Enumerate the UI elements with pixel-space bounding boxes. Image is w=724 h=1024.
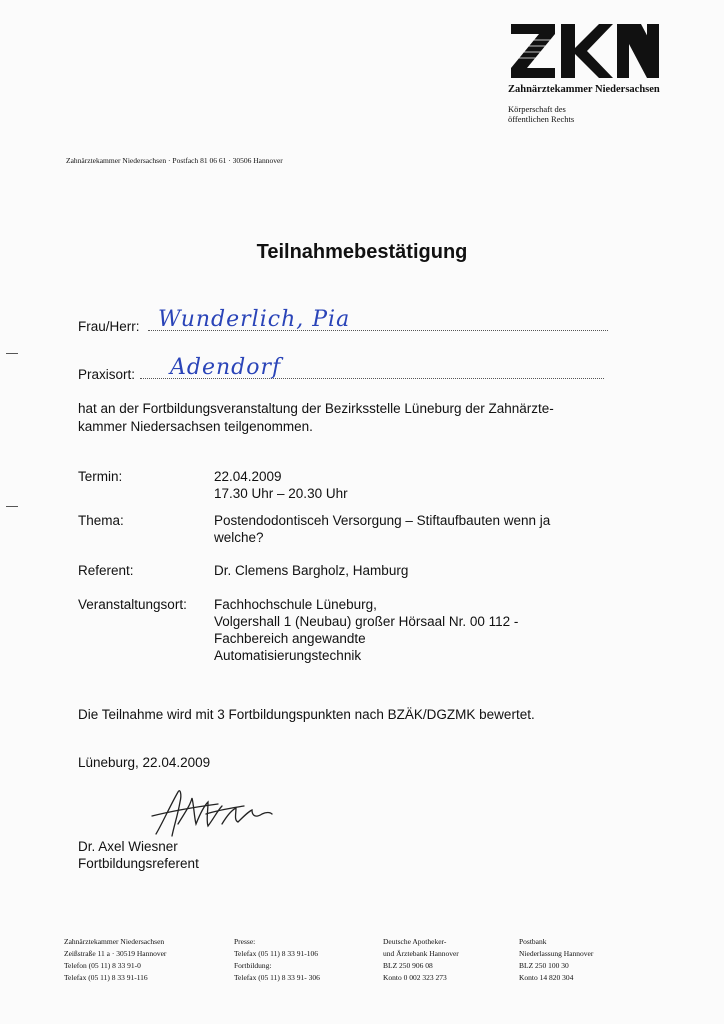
footer-address (64, 936, 166, 984)
termin-value (214, 468, 594, 502)
signature-image (148, 784, 278, 844)
org-name: Zahnärztekammer Niedersachsen (508, 84, 660, 95)
footer-postbank-line: BLZ 250 100 30 (519, 961, 569, 970)
practice-field (78, 355, 608, 382)
intro-paragraph (78, 400, 638, 436)
footer-bank-line: und Ärztebank Hannover (383, 949, 459, 958)
name-field (78, 307, 608, 334)
signatory-name: Dr. Axel Wiesner (78, 839, 178, 854)
signatory-role: Fortbildungsreferent (78, 856, 199, 871)
footer-address-line: Telefon (05 11) 8 33 91-0 (64, 961, 141, 970)
name-handwritten: Wunderlich, Pia (158, 307, 351, 332)
footer-postbank-line: Postbank (519, 937, 547, 946)
footer-press (234, 936, 320, 984)
thema-line-2: welche? (214, 530, 264, 545)
footer-bank-line: Deutsche Apotheker- (383, 937, 447, 946)
termin-date: 22.04.2009 (214, 469, 282, 484)
legal-status-line1: Körperschaft des (508, 104, 566, 114)
venue-line-3: Fachbereich angewandte (214, 631, 366, 646)
points-statement: Die Teilnahme wird mit 3 Fortbildungspunkten nach BZÄK/DGZMK bewertet. (78, 707, 535, 722)
thema-value (214, 512, 594, 546)
footer-address-line: Zahnärztekammer Niedersachsen (64, 937, 165, 946)
sender-line: Zahnärztekammer Niedersachsen · Postfach 81 06 61 · 30506 Hannover (66, 156, 283, 165)
intro-line-2: kammer Niedersachsen teilgenommen. (78, 419, 313, 434)
footer-bank-line: Konto 0 002 323 273 (383, 973, 447, 982)
termin-time: 17.30 Uhr – 20.30 Uhr (214, 486, 348, 501)
legal-status (508, 104, 574, 124)
fold-mark-middle (6, 506, 18, 507)
fold-mark-top (6, 353, 18, 354)
referent-label: Referent: (78, 563, 134, 578)
thema-label: Thema: (78, 513, 124, 528)
thema-line-1: Postendodontisceh Versorgung – Stiftaufbauten wenn ja (214, 513, 551, 528)
footer-press-line: Telefax (05 11) 8 33 91-106 (234, 949, 318, 958)
termin-label: Termin: (78, 469, 123, 484)
footer-postbank (519, 936, 593, 984)
footer-address-line: Zeißstraße 11 a · 30519 Hannover (64, 949, 167, 958)
footer-postbank-line: Konto 14 820 304 (519, 973, 574, 982)
footer-press-line: Telefax (05 11) 8 33 91- 306 (234, 973, 320, 982)
venue-line-4: Automatisierungstechnik (214, 648, 362, 663)
venue-value (214, 596, 594, 664)
venue-line-1: Fachhochschule Lüneburg, (214, 597, 377, 612)
venue-line-2: Volgershall 1 (Neubau) großer Hörsaal Nr. 00 112 - (214, 614, 519, 629)
footer-press-line: Fortbildung: (234, 961, 272, 970)
footer-address-line: Telefax (05 11) 8 33 91-116 (64, 973, 148, 982)
document-title: Teilnahmebestätigung (256, 241, 468, 263)
practice-label: Praxisort: (78, 367, 136, 382)
legal-status-line2: öffentlichen Rechts (508, 114, 575, 124)
footer-bank (383, 936, 459, 984)
footer-press-line: Presse: (234, 937, 256, 946)
footer-bank-line: BLZ 250 906 08 (383, 961, 433, 970)
venue-label: Veranstaltungsort: (78, 597, 187, 612)
place-date: Lüneburg, 22.04.2009 (78, 755, 211, 770)
referent-value: Dr. Clemens Bargholz, Hamburg (214, 563, 409, 578)
footer-postbank-line: Niederlassung Hannover (519, 949, 594, 958)
name-label: Frau/Herr: (78, 319, 140, 334)
practice-handwritten: Adendorf (170, 355, 282, 380)
zkn-logo (509, 22, 661, 80)
signatory-block (78, 838, 199, 872)
intro-line-1: hat an der Fortbildungsveranstaltung der Bezirksstelle Lüneburg der Zahnärzte- (78, 401, 554, 416)
